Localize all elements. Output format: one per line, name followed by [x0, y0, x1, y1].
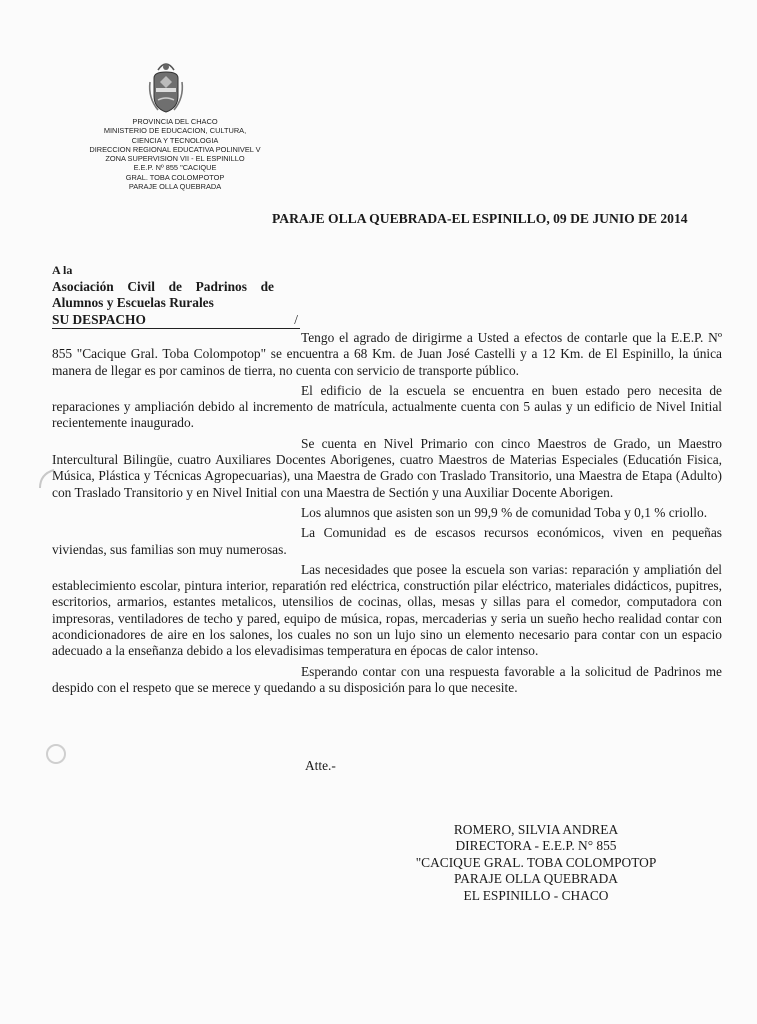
letterhead-line: CIENCIA Y TECNOLOGIA	[131, 135, 219, 145]
paragraph-students: Los alumnos que asisten son un 99,9 % de comunidad Toba y 0,1 % criollo.	[301, 504, 708, 520]
recipient-block	[52, 262, 298, 329]
paragraph-needs: Las necesidades que posee la escuela son varias: reparación y ampliatión del establecimiento escolar, pintura interior, reparatión red eléctrica, constructión pilar eléctrico, materiales didácticos, pupitres, escritorios, armarios, estantes metalicos, utensilios de cocinas, ollas, mesas y sillas para el comedor, computadora con impresoras, ventiladores de techo y pared, equipo de música, ropas, mercaderias y seria un sueño hecho realidad contar con acondicionadores de aire en los salones, los cuales no son un lujo sino un elemento necesario para contar con un espacio adecuado a la enseñanza debido a los elevadisimas temperatura en épocas de calor intenso.	[52, 561, 722, 659]
signature-block	[396, 822, 676, 904]
letterhead-line: MINISTERIO DE EDUCACION, CULTURA,	[103, 126, 247, 136]
place-date-line: PARAJE OLLA QUEBRADA-EL ESPINILLO, 09 DE JUNIO DE 2014	[272, 211, 688, 226]
signature-line: EL ESPINILLO - CHACO	[463, 887, 609, 903]
letterhead	[40, 117, 310, 191]
letterhead-line: PARAJE OLLA QUEBRADA	[128, 182, 222, 192]
underline-mark: /	[294, 311, 298, 327]
recipient-word: de	[168, 278, 182, 294]
letter-body	[52, 330, 722, 696]
closing: Atte.-	[305, 758, 336, 773]
paper-smudge-icon	[36, 468, 56, 490]
letterhead-line: E.E.P. Nº 855 "CACIQUE	[133, 163, 217, 173]
recipient-line: Alumnos y Escuelas Rurales	[52, 295, 214, 310]
signature-line: DIRECTORA - E.E.P. N° 855	[455, 838, 617, 854]
provincial-seal-icon	[146, 58, 186, 114]
letterhead-line: ZONA SUPERVISION VII - EL ESPINILLO	[105, 154, 245, 164]
paragraph-community: La Comunidad es de escasos recursos económicos, viven en pequeñas viviendas, sus familias son muy numerosas.	[52, 525, 722, 557]
recipient-line	[52, 279, 274, 296]
recipient-word: Padrinos	[195, 278, 247, 294]
recipient-word: Asociación	[52, 278, 114, 294]
hole-punch-icon	[44, 742, 68, 766]
recipient-word: de	[260, 278, 274, 294]
letterhead-line: PROVINCIA DEL CHACO	[132, 117, 218, 126]
paragraph-staff: Se cuenta en Nivel Primario con cinco Maestros de Grado, un Maestro Intercultural Bilingüe, cuatro Auxiliares Docentes Aborigenes, cuatro Maestros de Materias Especiales (Educatión Fisica, Música, Plástica y Técnicas Agropecuarias), una Maestra de Grado con Traslado Transitorio, una Maestra de Etapa (Adulto) con Traslado Transitorio y en Nivel Initial con una Maestra de Sectión y una Auxiliar Docente Aborigen.	[52, 435, 722, 500]
signature-line: PARAJE OLLA QUEBRADA	[454, 871, 618, 887]
letterhead-line: DIRECCION REGIONAL EDUCATIVA POLINIVEL V	[89, 144, 261, 154]
paragraph-location: Tengo el agrado de dirigirme a Usted a efectos de contarle que la E.E.P. Nº 855 "Cacique Gral. Toba Colompotop" se encuentra a 68 Km. de Juan José Castelli y a 12 Km. de El Espinillo, la única manera de llegar es por caminos de tierra, no cuenta con servicio de transporte público.	[52, 330, 722, 378]
signature-line: "CACIQUE GRAL. TOBA COLOMPOTOP	[415, 854, 657, 870]
paragraph-farewell: Esperando contar con una respuesta favorable a la solicitud de Padrinos me despido con el respeto que se merece y quedando a su disposición para lo que necesite.	[52, 663, 722, 695]
su-despacho-label: SU DESPACHO	[52, 311, 146, 327]
recipient-word: Civil	[127, 278, 155, 294]
signature-line: ROMERO, SILVIA ANDREA	[453, 822, 619, 837]
paragraph-building: El edificio de la escuela se encuentra en buen estado pero necesita de reparaciones y ampliación debido al incremento de matrícula, actualmente cuenta con 5 aulas y un edificio de Nivel Initial recientemente inaugurado.	[52, 382, 722, 431]
recipient-line: A la	[52, 263, 73, 277]
recipient-line	[52, 311, 298, 330]
letterhead-line: GRAL. TOBA COLOMPOTOP	[125, 172, 225, 182]
